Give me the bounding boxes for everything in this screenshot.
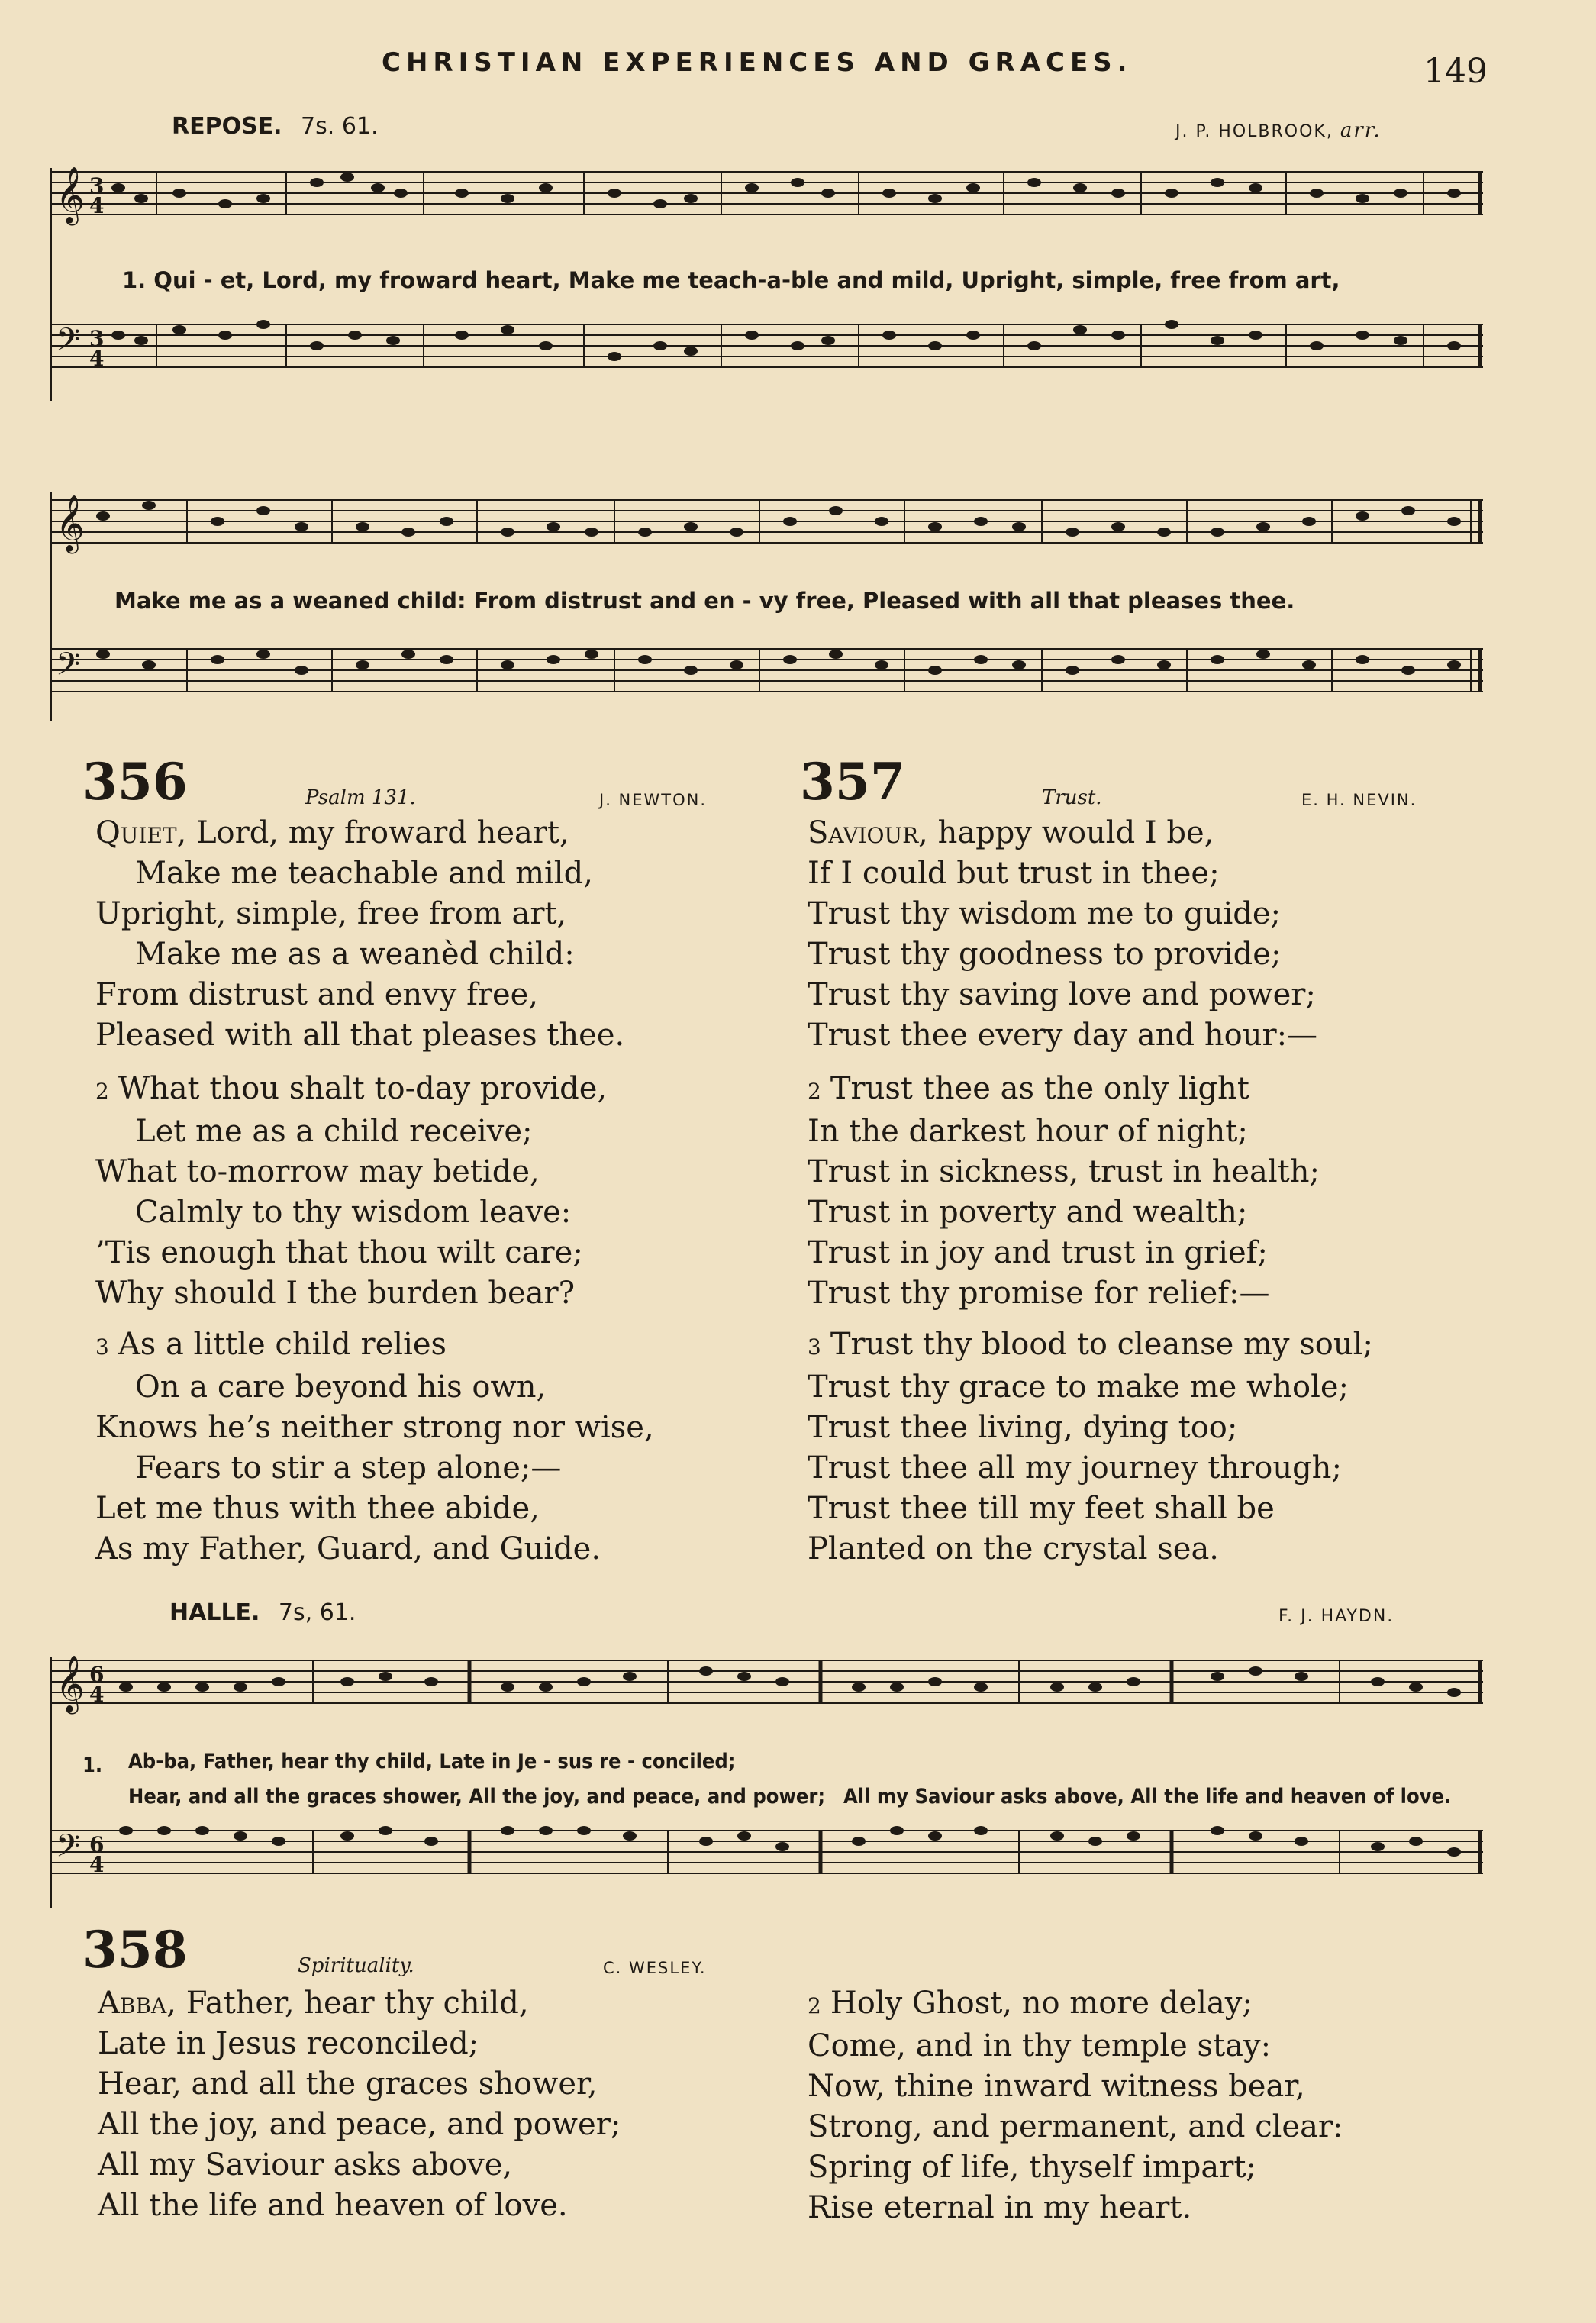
bass-clef-icon: 𝄢: [56, 321, 81, 366]
time-signature-treble: 3: [89, 173, 105, 198]
hymn-358-subject: Spirituality.: [298, 1954, 414, 1977]
tune-2-lyric-line-3: All my Saviour asks above, All the life and heaven of love.: [843, 1785, 1452, 1808]
tune-2-lyric-line-1: Ab-ba, Father, hear thy child, Late in Je - sus re - conciled;: [128, 1750, 736, 1773]
tune-1-lyric-line-1: 1. Qui - et, Lord, my froward heart, Make me teach-a-ble and mild, Upright, simple, free from art,: [122, 267, 1340, 293]
tune-1-name: REPOSE.: [172, 113, 282, 140]
svg-text:4: 4: [89, 193, 105, 218]
hymn-357-author: E. H. NEVIN.: [1301, 791, 1417, 809]
running-title: CHRISTIAN EXPERIENCES AND GRACES.: [382, 47, 1133, 78]
hymn-358-author: C. WESLEY.: [603, 1959, 707, 1977]
hymn-358-stanza-1: Abba, Father, hear thy child, Late in Jesus reconciled; Hear, and all the graces shower, All the joy, and peace, and power; All my Saviour asks above, All the life and heaven of love.: [98, 1986, 621, 2223]
hymn-356-stanza-1: Quiet, Lord, my froward heart, Make me teachable and mild, Upright, simple, free from art, Make me as a weanèd child: From distrust and envy free, Pleased with all that pleases thee.: [95, 815, 625, 1053]
hymn-356-stanza-3: 3 As a little child relies On a care beyond his own, Knows he’s neither strong nor wise, Fears to stir a step alone;— Let me thus with thee abide, As my Father, Guard, and Guide.: [95, 1327, 654, 1566]
hymn-358-number: 358: [82, 1920, 188, 1979]
bass-clef-icon: 𝄢: [56, 646, 81, 690]
tune-2-name: HALLE.: [169, 1599, 260, 1626]
treble-clef-icon: 𝄞: [56, 495, 85, 552]
treble-notes-2: [96, 501, 1461, 537]
svg-text:4: 4: [89, 1852, 105, 1877]
hymn-356-number: 356: [82, 752, 188, 811]
tune-1-heading: [172, 113, 379, 140]
hymn-356-author: J. NEWTON.: [599, 791, 708, 809]
tune-2-lyric-line-2: Hear, and all the graces shower, All the joy, and peace, and power;: [128, 1785, 826, 1808]
time-signature-bass: 3: [89, 326, 105, 351]
treble-clef-icon: 𝄞: [56, 1656, 85, 1712]
tune-1-meter: 7s. 61.: [301, 113, 379, 140]
hymn-357-stanza-1: Saviour, happy would I be, If I could but trust in thee; Trust thy wisdom me to guide; Trust thy goodness to provide; Trust thy saving love and power; Trust thee every day and hour:—: [808, 815, 1318, 1053]
bass-notes-1: [111, 320, 1461, 361]
hymn-357-subject: Trust.: [1042, 786, 1102, 809]
hymn-357-stanza-2: 2 Trust thee as the only light In the darkest hour of night; Trust in sickness, trust in health; Trust in poverty and wealth; Trust in joy and trust in grief; Trust thy promise for relief:—: [808, 1071, 1320, 1311]
tune-2-meter: 7s, 61.: [278, 1599, 356, 1626]
treble-clef-icon: 𝄞: [56, 167, 85, 224]
bass-clef-icon: 𝄢: [56, 1828, 81, 1872]
hymn-356-subject: Psalm 131.: [305, 786, 416, 809]
page-number: 149: [1424, 52, 1488, 91]
hymn-358-stanza-2: 2 Holy Ghost, no more delay; Come, and in thy temple stay: Now, thine inward witness bear, Strong, and permanent, and clear: Spring of life, thyself impart; Rise eternal in my heart.: [808, 1986, 1343, 2225]
svg-text:6: 6: [89, 1662, 105, 1687]
hymn-356-stanza-2: 2 What thou shalt to-day provide, Let me as a child receive; What to-morrow may betide, Calmly to thy wisdom leave: ’Tis enough that thou wilt care; Why should I the burden bear?: [95, 1071, 608, 1311]
tune-1-composer: J. P. HOLBROOK, arr.: [1175, 119, 1382, 142]
svg-text:4: 4: [89, 1682, 105, 1707]
svg-text:6: 6: [89, 1832, 105, 1857]
bass-notes-2: [96, 650, 1461, 675]
tune-2-score: [50, 1626, 1483, 1931]
treble-notes-1: [111, 173, 1461, 208]
treble-staff-1: [50, 172, 1483, 215]
svg-text:4: 4: [89, 346, 105, 371]
tune-2-heading: [169, 1599, 356, 1626]
tune-2-composer: F. J. HAYDN.: [1278, 1607, 1394, 1626]
hymn-357-stanza-3: 3 Trust thy blood to cleanse my soul; Trust thy grace to make me whole; Trust thee living, dying too; Trust thee all my journey through; Trust thee till my feet shall be Planted on the crystal sea.: [808, 1327, 1373, 1566]
hymn-357-number: 357: [800, 752, 905, 811]
bass-staff-1: [50, 324, 1483, 367]
tune-2-verse-number: 1.: [82, 1754, 103, 1777]
tune-1-lyric-line-2: Make me as a weaned child: From distrust and en - vy free, Pleased with all that pleases thee.: [114, 588, 1295, 614]
